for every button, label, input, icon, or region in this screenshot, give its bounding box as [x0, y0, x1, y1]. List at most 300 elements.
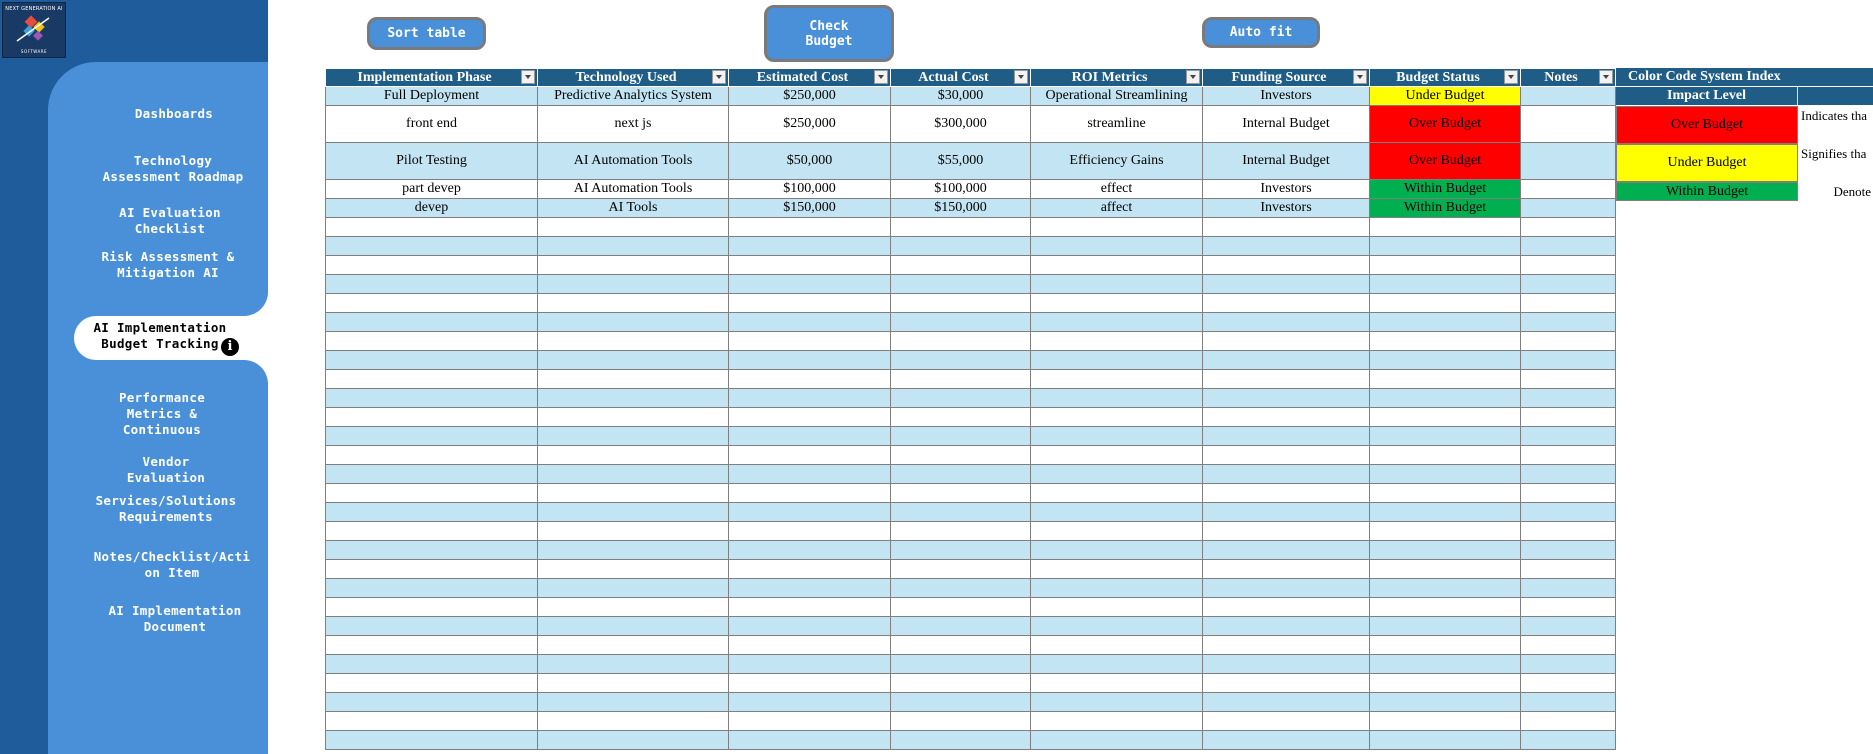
- empty-cell[interactable]: [1521, 636, 1616, 655]
- empty-cell[interactable]: [326, 275, 538, 294]
- empty-cell[interactable]: [1521, 617, 1616, 636]
- empty-cell[interactable]: [1370, 370, 1521, 389]
- empty-cell[interactable]: [1203, 693, 1370, 712]
- empty-cell[interactable]: [538, 294, 729, 313]
- empty-cell[interactable]: [891, 446, 1031, 465]
- empty-cell[interactable]: [326, 370, 538, 389]
- filter-dropdown-icon[interactable]: [1353, 70, 1367, 84]
- empty-cell[interactable]: [891, 522, 1031, 541]
- empty-cell[interactable]: [538, 351, 729, 370]
- empty-cell[interactable]: [538, 313, 729, 332]
- empty-cell[interactable]: [1370, 351, 1521, 370]
- sidebar-item-performance-metrics[interactable]: Performance Metrics & Continuous: [118, 390, 206, 437]
- empty-cell[interactable]: [891, 484, 1031, 503]
- actual-cost-cell[interactable]: $150,000: [891, 199, 1031, 218]
- empty-cell[interactable]: [1031, 655, 1203, 674]
- empty-cell[interactable]: [729, 332, 891, 351]
- empty-cell[interactable]: [538, 693, 729, 712]
- empty-cell[interactable]: [326, 256, 538, 275]
- empty-cell[interactable]: [891, 598, 1031, 617]
- empty-cell[interactable]: [1370, 617, 1521, 636]
- empty-cell[interactable]: [1203, 256, 1370, 275]
- empty-cell[interactable]: [729, 237, 891, 256]
- column-header-roi-metrics[interactable]: ROI Metrics: [1031, 69, 1203, 87]
- empty-cell[interactable]: [326, 579, 538, 598]
- empty-cell[interactable]: [326, 408, 538, 427]
- empty-cell[interactable]: [729, 351, 891, 370]
- empty-cell[interactable]: [1031, 693, 1203, 712]
- empty-cell[interactable]: [1203, 370, 1370, 389]
- roi-cell[interactable]: Efficiency Gains: [1031, 143, 1203, 180]
- empty-cell[interactable]: [1370, 408, 1521, 427]
- empty-cell[interactable]: [1203, 617, 1370, 636]
- empty-cell[interactable]: [1370, 579, 1521, 598]
- empty-cell[interactable]: [729, 560, 891, 579]
- empty-cell[interactable]: [538, 636, 729, 655]
- empty-cell[interactable]: [1370, 503, 1521, 522]
- empty-cell[interactable]: [1203, 503, 1370, 522]
- empty-cell[interactable]: [1521, 370, 1616, 389]
- empty-cell[interactable]: [1031, 560, 1203, 579]
- empty-cell[interactable]: [1521, 313, 1616, 332]
- actual-cost-cell[interactable]: $100,000: [891, 180, 1031, 199]
- empty-cell[interactable]: [1031, 617, 1203, 636]
- empty-cell[interactable]: [891, 427, 1031, 446]
- empty-cell[interactable]: [891, 655, 1031, 674]
- sidebar-item-technology-assessment-roadmap[interactable]: Technology Assessment Roadmap: [102, 153, 244, 184]
- empty-cell[interactable]: [1370, 465, 1521, 484]
- empty-cell[interactable]: [1370, 655, 1521, 674]
- sidebar-item-ai-evaluation-checklist[interactable]: AI Evaluation Checklist: [119, 205, 221, 236]
- empty-cell[interactable]: [1521, 446, 1616, 465]
- empty-cell[interactable]: [1203, 541, 1370, 560]
- empty-cell[interactable]: [729, 370, 891, 389]
- empty-cell[interactable]: [538, 617, 729, 636]
- empty-cell[interactable]: [326, 503, 538, 522]
- empty-cell[interactable]: [891, 560, 1031, 579]
- empty-cell[interactable]: [891, 389, 1031, 408]
- empty-cell[interactable]: [326, 560, 538, 579]
- estimated-cost-cell[interactable]: $100,000: [729, 180, 891, 199]
- budget-status-cell[interactable]: Over Budget: [1370, 106, 1521, 143]
- empty-cell[interactable]: [1521, 560, 1616, 579]
- empty-cell[interactable]: [729, 541, 891, 560]
- column-header-funding-source[interactable]: Funding Source: [1203, 69, 1370, 87]
- auto-fit-button[interactable]: Auto fit: [1202, 17, 1320, 48]
- empty-cell[interactable]: [326, 522, 538, 541]
- empty-cell[interactable]: [891, 541, 1031, 560]
- empty-cell[interactable]: [891, 275, 1031, 294]
- empty-cell[interactable]: [1203, 522, 1370, 541]
- empty-cell[interactable]: [1203, 351, 1370, 370]
- empty-cell[interactable]: [326, 655, 538, 674]
- empty-cell[interactable]: [729, 617, 891, 636]
- empty-cell[interactable]: [729, 408, 891, 427]
- empty-cell[interactable]: [1031, 275, 1203, 294]
- empty-cell[interactable]: [326, 294, 538, 313]
- sidebar-item-services-solutions-requirements[interactable]: Services/Solutions Requirements: [95, 493, 237, 524]
- empty-cell[interactable]: [1521, 712, 1616, 731]
- empty-cell[interactable]: [1370, 541, 1521, 560]
- empty-cell[interactable]: [1370, 313, 1521, 332]
- empty-cell[interactable]: [1370, 636, 1521, 655]
- empty-cell[interactable]: [1031, 636, 1203, 655]
- sidebar-item-dashboards[interactable]: Dashboards: [134, 106, 214, 121]
- empty-cell[interactable]: [326, 389, 538, 408]
- empty-cell[interactable]: [326, 446, 538, 465]
- empty-cell[interactable]: [1203, 731, 1370, 750]
- empty-cell[interactable]: [891, 237, 1031, 256]
- empty-cell[interactable]: [1521, 655, 1616, 674]
- empty-cell[interactable]: [538, 731, 729, 750]
- empty-cell[interactable]: [1203, 598, 1370, 617]
- color-index-subtitle: Impact Level: [1616, 87, 1798, 105]
- empty-cell[interactable]: [1203, 389, 1370, 408]
- empty-cell[interactable]: [1521, 484, 1616, 503]
- filter-dropdown-icon[interactable]: [1186, 70, 1200, 84]
- empty-cell[interactable]: [1370, 560, 1521, 579]
- empty-cell[interactable]: [1031, 484, 1203, 503]
- empty-cell[interactable]: [891, 617, 1031, 636]
- empty-cell[interactable]: [891, 294, 1031, 313]
- empty-cell[interactable]: [1521, 237, 1616, 256]
- empty-cell[interactable]: [538, 541, 729, 560]
- empty-cell[interactable]: [729, 731, 891, 750]
- empty-cell[interactable]: [1521, 256, 1616, 275]
- empty-cell[interactable]: [1031, 731, 1203, 750]
- empty-cell[interactable]: [1203, 294, 1370, 313]
- empty-cell[interactable]: [891, 313, 1031, 332]
- empty-cell[interactable]: [1521, 731, 1616, 750]
- empty-cell[interactable]: [891, 712, 1031, 731]
- empty-cell[interactable]: [326, 598, 538, 617]
- empty-cell[interactable]: [326, 465, 538, 484]
- empty-cell[interactable]: [1203, 218, 1370, 237]
- empty-cell[interactable]: [1031, 522, 1203, 541]
- empty-cell[interactable]: [1370, 598, 1521, 617]
- empty-cell[interactable]: [1521, 674, 1616, 693]
- empty-cell[interactable]: [538, 256, 729, 275]
- roi-cell[interactable]: streamline: [1031, 106, 1203, 143]
- empty-cell[interactable]: [326, 712, 538, 731]
- empty-cell[interactable]: [1521, 332, 1616, 351]
- roi-cell[interactable]: Operational Streamlining: [1031, 87, 1203, 106]
- empty-cell[interactable]: [1031, 332, 1203, 351]
- empty-cell[interactable]: [1031, 427, 1203, 446]
- empty-cell[interactable]: [538, 427, 729, 446]
- estimated-cost-cell[interactable]: $250,000: [729, 87, 891, 106]
- empty-cell[interactable]: [891, 218, 1031, 237]
- color-index-under-budget[interactable]: Under Budget: [1616, 144, 1798, 182]
- technology-cell[interactable]: AI Automation Tools: [538, 180, 729, 199]
- empty-cell[interactable]: [538, 674, 729, 693]
- empty-cell[interactable]: [891, 693, 1031, 712]
- empty-cell[interactable]: [1203, 655, 1370, 674]
- budget-status-cell[interactable]: Within Budget: [1370, 199, 1521, 218]
- empty-cell[interactable]: [1203, 484, 1370, 503]
- empty-cell[interactable]: [1203, 560, 1370, 579]
- actual-cost-cell[interactable]: $55,000: [891, 143, 1031, 180]
- sidebar-item-ai-implementation-budget-tracking[interactable]: AI Implementation Budget Tracking: [93, 320, 227, 351]
- technology-cell[interactable]: next js: [538, 106, 729, 143]
- estimated-cost-cell[interactable]: $250,000: [729, 106, 891, 143]
- empty-cell[interactable]: [729, 218, 891, 237]
- empty-cell[interactable]: [891, 579, 1031, 598]
- empty-cell[interactable]: [326, 427, 538, 446]
- technology-cell[interactable]: AI Automation Tools: [538, 143, 729, 180]
- empty-cell[interactable]: [326, 617, 538, 636]
- empty-cell[interactable]: [1203, 579, 1370, 598]
- estimated-cost-cell[interactable]: $150,000: [729, 199, 891, 218]
- empty-cell[interactable]: [1370, 731, 1521, 750]
- empty-cell[interactable]: [538, 522, 729, 541]
- empty-cell[interactable]: [891, 370, 1031, 389]
- empty-cell[interactable]: [1521, 351, 1616, 370]
- phase-cell[interactable]: front end: [326, 106, 538, 143]
- empty-cell[interactable]: [538, 446, 729, 465]
- empty-cell[interactable]: [326, 693, 538, 712]
- empty-cell[interactable]: [1031, 389, 1203, 408]
- empty-cell[interactable]: [326, 218, 538, 237]
- roi-cell[interactable]: affect: [1031, 199, 1203, 218]
- empty-cell[interactable]: [1370, 294, 1521, 313]
- empty-cell[interactable]: [326, 541, 538, 560]
- actual-cost-cell[interactable]: $30,000: [891, 87, 1031, 106]
- empty-cell[interactable]: [538, 465, 729, 484]
- empty-cell[interactable]: [1370, 427, 1521, 446]
- budget-status-cell[interactable]: Within Budget: [1370, 180, 1521, 199]
- empty-cell[interactable]: [1370, 218, 1521, 237]
- empty-cell[interactable]: [891, 465, 1031, 484]
- empty-cell[interactable]: [326, 731, 538, 750]
- column-header-notes[interactable]: Notes: [1521, 69, 1616, 87]
- empty-cell[interactable]: [1031, 541, 1203, 560]
- notes-cell[interactable]: [1521, 87, 1616, 106]
- empty-cell[interactable]: [729, 655, 891, 674]
- empty-cell[interactable]: [326, 636, 538, 655]
- empty-cell[interactable]: [1203, 712, 1370, 731]
- empty-cell[interactable]: [891, 503, 1031, 522]
- empty-cell[interactable]: [1370, 446, 1521, 465]
- filter-dropdown-icon[interactable]: [521, 70, 535, 84]
- empty-cell[interactable]: [729, 256, 891, 275]
- empty-cell[interactable]: [1031, 465, 1203, 484]
- empty-cell[interactable]: [1031, 218, 1203, 237]
- empty-cell[interactable]: [891, 674, 1031, 693]
- empty-cell[interactable]: [729, 484, 891, 503]
- empty-cell[interactable]: [1521, 275, 1616, 294]
- empty-cell[interactable]: [326, 351, 538, 370]
- color-index-over-budget[interactable]: Over Budget: [1616, 106, 1798, 144]
- empty-cell[interactable]: [1031, 351, 1203, 370]
- empty-cell[interactable]: [326, 332, 538, 351]
- info-icon[interactable]: i: [221, 338, 239, 356]
- empty-cell[interactable]: [1031, 674, 1203, 693]
- empty-cell[interactable]: [1521, 427, 1616, 446]
- empty-cell[interactable]: [1521, 294, 1616, 313]
- empty-cell[interactable]: [891, 636, 1031, 655]
- empty-cell[interactable]: [1203, 636, 1370, 655]
- empty-cell[interactable]: [538, 275, 729, 294]
- phase-cell[interactable]: part devep: [326, 180, 538, 199]
- phase-cell[interactable]: Pilot Testing: [326, 143, 538, 180]
- empty-cell[interactable]: [1203, 408, 1370, 427]
- column-header-technology-used[interactable]: Technology Used: [538, 69, 729, 87]
- empty-cell[interactable]: [1521, 579, 1616, 598]
- empty-cell[interactable]: [729, 712, 891, 731]
- empty-cell[interactable]: [729, 503, 891, 522]
- roi-cell[interactable]: effect: [1031, 180, 1203, 199]
- funding-source-cell[interactable]: Investors: [1203, 87, 1370, 106]
- estimated-cost-cell[interactable]: $50,000: [729, 143, 891, 180]
- empty-cell[interactable]: [729, 522, 891, 541]
- sort-table-button[interactable]: Sort table: [367, 17, 486, 50]
- empty-cell[interactable]: [1203, 237, 1370, 256]
- color-index-within-budget[interactable]: Within Budget: [1616, 182, 1798, 201]
- empty-cell[interactable]: [891, 256, 1031, 275]
- empty-cell[interactable]: [538, 712, 729, 731]
- empty-cell[interactable]: [729, 389, 891, 408]
- empty-cell[interactable]: [1203, 465, 1370, 484]
- empty-cell[interactable]: [1370, 693, 1521, 712]
- empty-cell[interactable]: [1370, 522, 1521, 541]
- empty-cell[interactable]: [538, 655, 729, 674]
- empty-cell[interactable]: [1031, 370, 1203, 389]
- empty-cell[interactable]: [1031, 408, 1203, 427]
- column-header-implementation-phase[interactable]: Implementation Phase: [326, 69, 538, 87]
- phase-cell[interactable]: Full Deployment: [326, 87, 538, 106]
- empty-cell[interactable]: [1370, 237, 1521, 256]
- empty-cell[interactable]: [1521, 541, 1616, 560]
- empty-cell[interactable]: [1521, 389, 1616, 408]
- empty-cell[interactable]: [1521, 693, 1616, 712]
- empty-cell[interactable]: [729, 693, 891, 712]
- empty-cell[interactable]: [538, 332, 729, 351]
- empty-cell[interactable]: [1521, 218, 1616, 237]
- empty-cell[interactable]: [729, 313, 891, 332]
- empty-cell[interactable]: [538, 370, 729, 389]
- column-header-actual-cost[interactable]: Actual Cost: [891, 69, 1031, 87]
- empty-cell[interactable]: [1521, 465, 1616, 484]
- empty-cell[interactable]: [729, 579, 891, 598]
- empty-cell[interactable]: [729, 446, 891, 465]
- empty-cell[interactable]: [1521, 503, 1616, 522]
- phase-cell[interactable]: devep: [326, 199, 538, 218]
- empty-cell[interactable]: [729, 465, 891, 484]
- empty-cell[interactable]: [729, 674, 891, 693]
- empty-cell[interactable]: [1031, 503, 1203, 522]
- empty-cell[interactable]: [891, 408, 1031, 427]
- empty-cell[interactable]: [891, 731, 1031, 750]
- empty-cell[interactable]: [1203, 674, 1370, 693]
- logo-bottom-text: SOFTWARE: [20, 49, 48, 54]
- empty-cell[interactable]: [891, 351, 1031, 370]
- empty-cell[interactable]: [729, 294, 891, 313]
- funding-source-cell[interactable]: Investors: [1203, 180, 1370, 199]
- empty-cell[interactable]: [1370, 674, 1521, 693]
- empty-cell[interactable]: [1370, 712, 1521, 731]
- empty-cell[interactable]: [1031, 256, 1203, 275]
- empty-cell[interactable]: [326, 237, 538, 256]
- filter-dropdown-icon[interactable]: [1599, 70, 1613, 84]
- empty-cell[interactable]: [1370, 256, 1521, 275]
- empty-cell[interactable]: [538, 598, 729, 617]
- empty-cell[interactable]: [1203, 313, 1370, 332]
- budget-status-cell[interactable]: Under Budget: [1370, 87, 1521, 106]
- empty-cell[interactable]: [729, 636, 891, 655]
- empty-cell[interactable]: [326, 674, 538, 693]
- empty-cell[interactable]: [1521, 408, 1616, 427]
- empty-cell[interactable]: [1370, 332, 1521, 351]
- empty-cell[interactable]: [729, 275, 891, 294]
- empty-cell[interactable]: [729, 427, 891, 446]
- empty-cell[interactable]: [538, 503, 729, 522]
- empty-cell[interactable]: [1370, 389, 1521, 408]
- empty-cell[interactable]: [326, 484, 538, 503]
- empty-cell[interactable]: [538, 218, 729, 237]
- empty-cell[interactable]: [538, 560, 729, 579]
- filter-dropdown-icon[interactable]: [1504, 70, 1518, 84]
- filter-dropdown-icon[interactable]: [874, 70, 888, 84]
- notes-cell[interactable]: [1521, 106, 1616, 143]
- budget-status-cell[interactable]: Over Budget: [1370, 143, 1521, 180]
- empty-cell[interactable]: [538, 408, 729, 427]
- notes-cell[interactable]: [1521, 199, 1616, 218]
- empty-cell[interactable]: [891, 332, 1031, 351]
- sidebar-item-notes-checklist[interactable]: Notes/Checklist/Acti on Item: [93, 549, 251, 580]
- empty-cell[interactable]: [538, 237, 729, 256]
- sidebar-item-vendor-evaluation[interactable]: Vendor Evaluation: [126, 454, 206, 485]
- column-header-estimated-cost[interactable]: Estimated Cost: [729, 69, 891, 87]
- empty-cell[interactable]: [729, 598, 891, 617]
- filter-dropdown-icon[interactable]: [712, 70, 726, 84]
- empty-cell[interactable]: [1203, 275, 1370, 294]
- table-row-empty: [326, 218, 1616, 237]
- empty-cell[interactable]: [538, 389, 729, 408]
- funding-source-cell[interactable]: Investors: [1203, 199, 1370, 218]
- empty-cell[interactable]: [1370, 275, 1521, 294]
- column-header-budget-status[interactable]: Budget Status: [1370, 69, 1521, 87]
- empty-cell[interactable]: [1031, 294, 1203, 313]
- empty-cell[interactable]: [1031, 712, 1203, 731]
- empty-cell[interactable]: [326, 313, 538, 332]
- funding-source-cell[interactable]: Internal Budget: [1203, 143, 1370, 180]
- sidebar-item-risk-assessment[interactable]: Risk Assessment & Mitigation AI: [101, 249, 235, 280]
- empty-cell[interactable]: [1521, 522, 1616, 541]
- notes-cell[interactable]: [1521, 180, 1616, 199]
- actual-cost-cell[interactable]: $300,000: [891, 106, 1031, 143]
- empty-cell[interactable]: [538, 484, 729, 503]
- empty-cell[interactable]: [1031, 446, 1203, 465]
- funding-source-cell[interactable]: Internal Budget: [1203, 106, 1370, 143]
- empty-cell[interactable]: [1521, 598, 1616, 617]
- empty-cell[interactable]: [538, 579, 729, 598]
- sidebar-item-ai-implementation-document[interactable]: AI Implementation Document: [108, 603, 242, 634]
- empty-cell[interactable]: [1203, 427, 1370, 446]
- empty-cell[interactable]: [1203, 446, 1370, 465]
- empty-cell[interactable]: [1031, 313, 1203, 332]
- technology-cell[interactable]: AI Tools: [538, 199, 729, 218]
- filter-dropdown-icon[interactable]: [1014, 70, 1028, 84]
- notes-cell[interactable]: [1521, 143, 1616, 180]
- empty-cell[interactable]: [1031, 598, 1203, 617]
- empty-cell[interactable]: [1370, 484, 1521, 503]
- empty-cell[interactable]: [1031, 237, 1203, 256]
- empty-cell[interactable]: [1203, 332, 1370, 351]
- check-budget-button[interactable]: Check Budget: [764, 5, 894, 62]
- empty-cell[interactable]: [1031, 579, 1203, 598]
- technology-cell[interactable]: Predictive Analytics System: [538, 87, 729, 106]
